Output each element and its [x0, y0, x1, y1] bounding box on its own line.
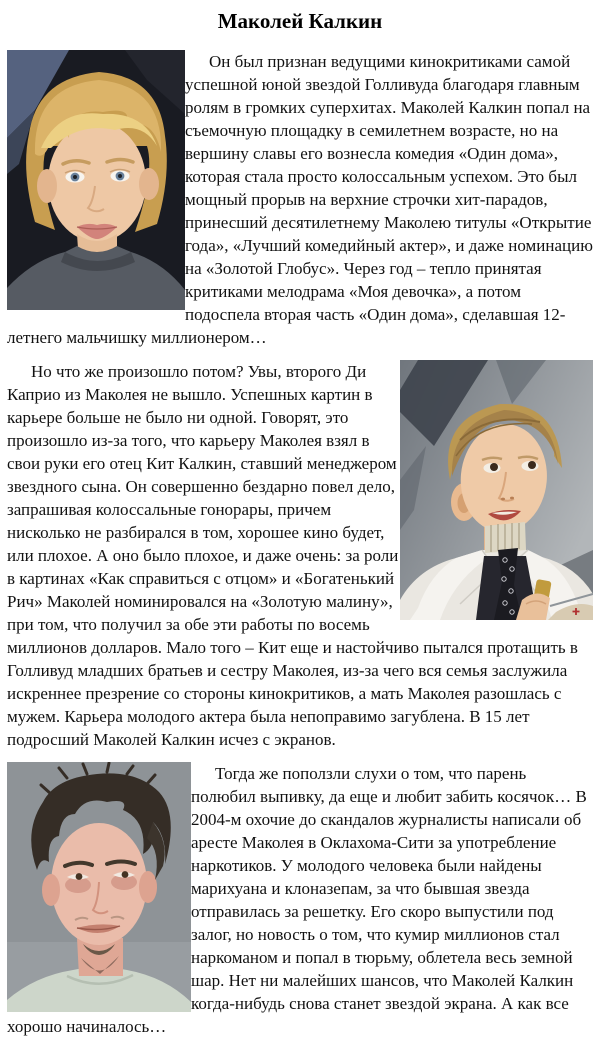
- section-career-decline: [7, 360, 593, 751]
- photo-macaulay-child: [7, 50, 185, 310]
- richie-rich-still-illustration: [400, 360, 593, 620]
- photo-macaulay-mugshot: [7, 762, 191, 1012]
- paragraph-intro: Он был признан ведущими кинокритиками самой успешной юной звездой Голливуда благодаря главным ролям в громких суперхитах. Маколей Калкин попал на съемочную площадку в семилетнем возрасте, но на вершину славы его вознесла комедия «Один дома», которая стала просто колоссальным успехом. Это был мощный прорыв на верхние строчки хит-парадов, принесший десятилетнему Маколею титулы «Открытие года», «Лучший комедийный актер», и даже номинацию на «Золотой Глобус». Через год – тепло принятая критиками мелодрама «Моя девочка», а потом подоспела вторая часть «Один дома», сделавшая 12-летнего мальчишку миллионером…: [7, 52, 593, 347]
- section-scandal: [7, 762, 593, 1038]
- section-rise-to-fame: [7, 50, 593, 349]
- child-portrait-illustration: [7, 50, 185, 310]
- mugshot-illustration: [7, 762, 191, 1012]
- photo-macaulay-richie-rich: [400, 360, 593, 620]
- paragraph-decline: Но что же произошло потом? Увы, второго Ди Каприо из Маколея не вышло. Успешных картин в карьере больше не было ни одной. Говорят, это произошло из-за того, что карьеру Маколея взял в свои руки его отец Кит Калкин, ставший менеджером звездного сына. Он совершенно бездарно повел дело, запрашивая колоссальные гонорары, причем нисколько не разбирался в том, хорошее кино будет, или плохое. А оно было плохое, и даже очень: за роли в картинах «Как справиться с отцом» и «Богатенький Рич» Маколей номинировался на «Золотую малину», при том, что получил за обе эти работы по восемь миллионов долларов. Мало того – Кит еще и настойчиво пытался протащить в Голливуд младших братьев и сестру Маколея, из-за чего вся семья заслужила искреннее презрение со стороны кинокритиков, а мать Маколея разошлась с мужем. Карьера молодого актера была непоправимо загублена. В 15 лет подросший Маколей Калкин исчез с экранов.: [7, 362, 578, 749]
- page-title: Маколей Калкин: [217, 9, 383, 33]
- paragraph-scandal: Тогда же поползли слухи о том, что парень полюбил выпивку, да еще и любит забить косячок… В 2004-м охочие до скандалов журналисты написали об аресте Маколея в Оклахома-Сити за употребление наркотиков. У молодого человека были найдены марихуана и клоназепам, за что бывшая звезда отправилась за решетку. Его скоро выпустили под залог, но новость о том, что кумир миллионов стал наркоманом и попал в тюрьму, облетела весь земной шар. Нет ни малейших шансов, что Маколей Калкин когда-нибудь снова станет звездой экрана. А как все хорошо начиналось…: [7, 764, 587, 1036]
